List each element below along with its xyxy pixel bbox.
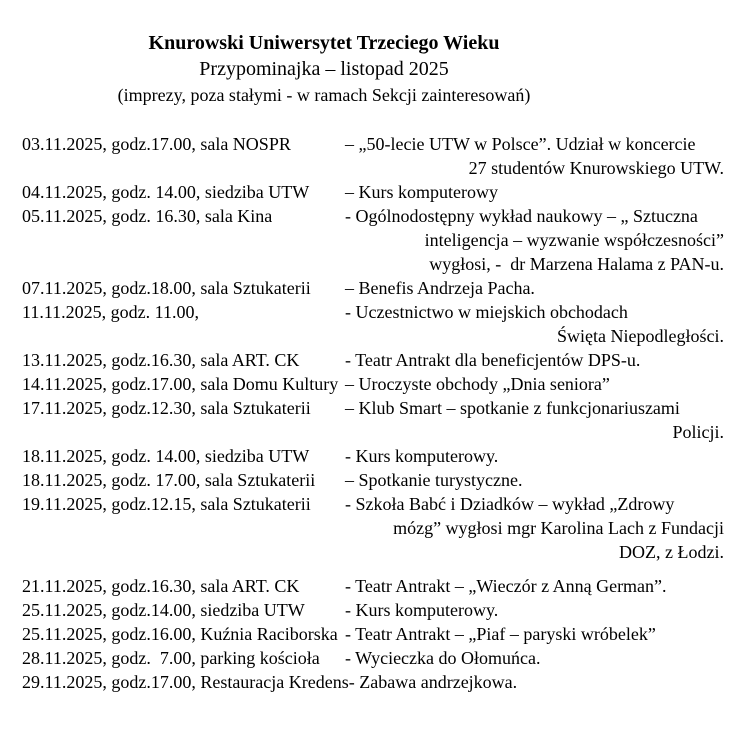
event-datetime-place: 07.11.2025, godz.18.00, sala Sztukaterii	[22, 278, 311, 298]
event-datetime-place: 05.11.2025, godz. 16.30, sala Kina	[22, 206, 273, 226]
event-description-continuation: DOZ, z Łodzi.	[619, 542, 724, 562]
event-row	[22, 276, 724, 300]
event-description-line: – Uroczyste obchody „Dnia seniora”	[345, 374, 610, 394]
event-datetime-place: 25.11.2025, godz.16.00, Kuźnia Raciborska	[22, 624, 338, 644]
event-datetime-place: 19.11.2025, godz.12.15, sala Sztukaterii	[22, 494, 311, 514]
event-datetime-place: 14.11.2025, godz.17.00, sala Domu Kultury	[22, 374, 339, 394]
event-description	[345, 204, 724, 276]
event-description-line: – Spotkanie turystyczne.	[345, 470, 523, 490]
event-description	[345, 372, 724, 396]
page-subtitle: Przypominajka – listopad 2025	[199, 58, 449, 80]
event-datetime-place: 25.11.2025, godz.14.00, siedziba UTW	[22, 600, 305, 620]
event-row	[22, 180, 724, 204]
event-description-line: – Klub Smart – spotkanie z funkcjonariuszami	[345, 398, 680, 418]
event-description	[345, 396, 724, 444]
event-row	[22, 646, 724, 670]
event-datetime-place: 29.11.2025, godz.17.00, Restauracja Kredens	[22, 672, 349, 692]
event-row	[22, 468, 724, 492]
event-description	[345, 276, 724, 300]
event-description-line: - Ogólnodostępny wykład naukowy – „ Sztuczna	[345, 206, 698, 226]
event-description	[345, 444, 724, 468]
event-description	[345, 492, 724, 564]
event-datetime-place: 03.11.2025, godz.17.00, sala NOSPR	[22, 134, 291, 154]
event-row	[22, 492, 724, 564]
page-note: (imprezy, poza stałymi - w ramach Sekcji zainteresowań)	[117, 85, 531, 105]
event-row	[22, 132, 724, 180]
page-title: Knurowski Uniwersytet Trzeciego Wieku	[148, 32, 500, 54]
event-row	[22, 598, 724, 622]
event-row	[22, 444, 724, 468]
event-datetime-place: 21.11.2025, godz.16.30, sala ART. CK	[22, 576, 300, 596]
event-datetime-place: 18.11.2025, godz. 14.00, siedziba UTW	[22, 446, 310, 466]
event-description-continuation: Policji.	[672, 422, 724, 442]
event-row	[22, 622, 724, 646]
event-description-line: - Teatr Antrakt dla beneficjentów DPS-u.	[345, 350, 641, 370]
event-description-line: - Zabawa andrzejkowa.	[348, 672, 518, 692]
event-row	[22, 348, 724, 372]
event-datetime-place: 11.11.2025, godz. 11.00,	[22, 302, 199, 322]
event-description-line: - Teatr Antrakt – „Piaf – paryski wróbelek”	[345, 624, 656, 644]
event-description-line: - Teatr Antrakt – „Wieczór z Anną German”.	[345, 576, 667, 596]
event-row	[22, 372, 724, 396]
event-description-line: - Kurs komputerowy.	[345, 446, 499, 466]
event-description	[345, 468, 724, 492]
event-datetime-place: 17.11.2025, godz.12.30, sala Sztukaterii	[22, 398, 311, 418]
event-datetime-place: 28.11.2025, godz. 7.00, parking kościoła	[22, 648, 320, 668]
event-description	[345, 598, 724, 622]
event-datetime-place: 18.11.2025, godz. 17.00, sala Sztukaterii	[22, 470, 316, 490]
event-row	[22, 670, 724, 694]
event-description-line: - Wycieczka do Ołomuńca.	[345, 648, 541, 668]
event-description	[345, 132, 724, 180]
event-row	[22, 300, 724, 348]
event-datetime-place: 04.11.2025, godz. 14.00, siedziba UTW	[22, 182, 310, 202]
event-description	[345, 622, 724, 646]
event-description	[345, 348, 724, 372]
event-description	[345, 574, 724, 598]
event-description	[345, 646, 724, 670]
event-list	[22, 132, 724, 694]
event-description	[349, 670, 724, 694]
event-row	[22, 396, 724, 444]
event-row	[22, 574, 724, 598]
event-description	[345, 180, 724, 204]
event-description-continuation: Święta Niepodległości.	[557, 326, 724, 346]
event-description-continuation: mózg” wygłosi mgr Karolina Lach z Fundacji	[393, 518, 724, 538]
event-description-line: – Kurs komputerowy	[345, 182, 498, 202]
event-description-continuation: 27 studentów Knurowskiego UTW.	[468, 158, 724, 178]
event-description-line: - Kurs komputerowy.	[345, 600, 499, 620]
event-description-line: – „50-lecie UTW w Polsce”. Udział w koncercie	[345, 134, 696, 154]
event-row	[22, 204, 724, 276]
event-datetime-place: 13.11.2025, godz.16.30, sala ART. CK	[22, 350, 300, 370]
event-description-continuation: wygłosi, - dr Marzena Halama z PAN-u.	[429, 254, 724, 274]
document-header	[22, 30, 626, 108]
event-description-line: - Szkoła Babć i Dziadków – wykład „Zdrowy	[345, 494, 675, 514]
event-description	[345, 300, 724, 348]
event-description-line: – Benefis Andrzeja Pacha.	[345, 278, 535, 298]
event-description-continuation: inteligencja – wyzwanie współczesności”	[424, 230, 724, 250]
event-description-line: - Uczestnictwo w miejskich obchodach	[345, 302, 628, 322]
